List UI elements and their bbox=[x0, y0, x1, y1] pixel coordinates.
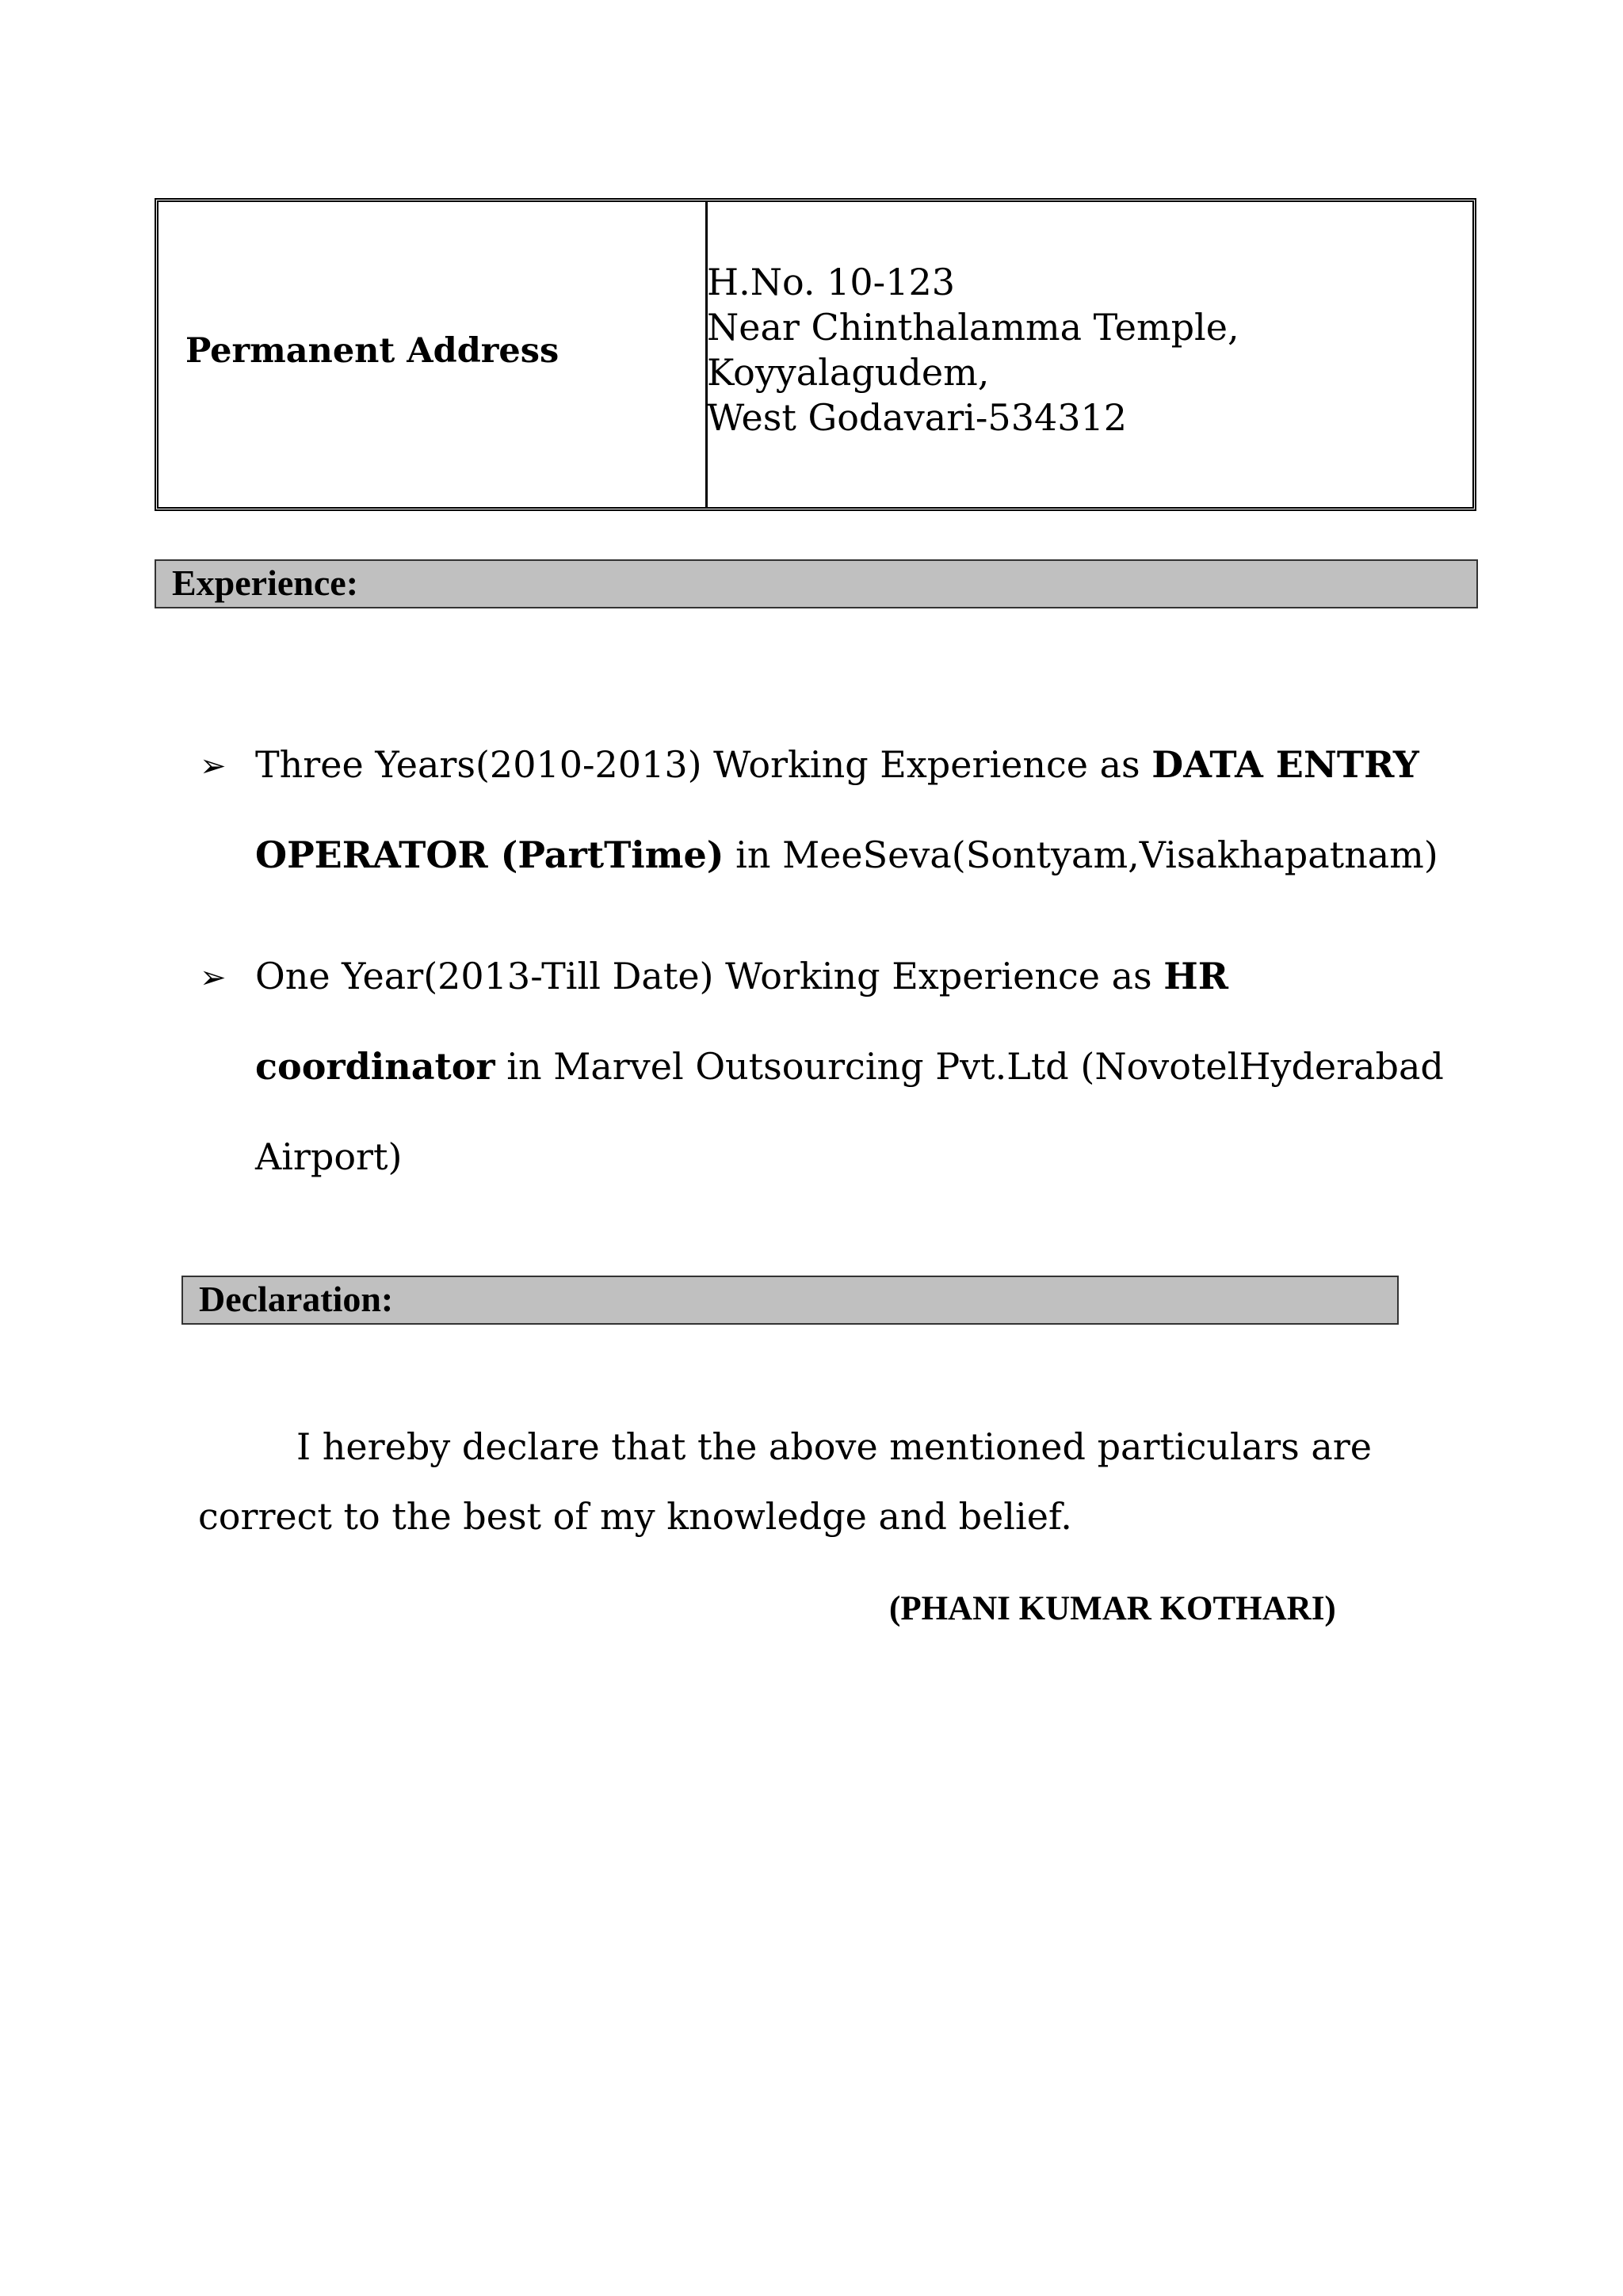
experience-item-2-line-1 bbox=[255, 955, 1228, 997]
experience-item-1-company: in MeeSeva(Sontyam,Visakhapatnam) bbox=[724, 833, 1438, 876]
arrow-bullet-icon: ➢ bbox=[200, 959, 227, 996]
experience-item-2-line-2 bbox=[255, 1045, 1444, 1088]
permanent-address-label: Permanent Address bbox=[185, 331, 559, 371]
experience-item-2-line-3: Airport) bbox=[255, 1135, 403, 1178]
declaration-header: Declaration: bbox=[181, 1276, 1399, 1325]
experience-item-1-line-1 bbox=[255, 743, 1419, 786]
experience-item-2-role: HR bbox=[1163, 955, 1228, 997]
signature-name: (PHANI KUMAR KOTHARI) bbox=[889, 1590, 1336, 1627]
experience-header: Experience: bbox=[155, 559, 1478, 608]
experience-item-1-text: Three Years(2010-2013) Working Experience as bbox=[255, 743, 1152, 786]
experience-item-2-text: One Year(2013-Till Date) Working Experience as bbox=[255, 955, 1164, 997]
experience-item-1-role-cont: OPERATOR (PartTime) bbox=[255, 833, 724, 876]
experience-item-2-role-cont: coordinator bbox=[255, 1045, 495, 1088]
address-line-2: Near Chinthalamma Temple, bbox=[707, 306, 1239, 349]
declaration-line-1: I hereby declare that the above mentioned particulars are bbox=[296, 1425, 1373, 1468]
address-line-1: H.No. 10-123 bbox=[707, 261, 955, 303]
address-line-4: West Godavari-534312 bbox=[707, 396, 1128, 439]
experience-item-1-line-2 bbox=[255, 833, 1438, 876]
address-line-3: Koyyalagudem, bbox=[707, 351, 990, 394]
address-lines bbox=[707, 260, 1239, 441]
declaration-line-2: correct to the best of my knowledge and belief. bbox=[198, 1495, 1072, 1538]
experience-item-1-role: DATA ENTRY bbox=[1151, 743, 1419, 786]
experience-item-2-company: in Marvel Outsourcing Pvt.Ltd (NovotelHyderabad bbox=[495, 1045, 1444, 1088]
arrow-bullet-icon: ➢ bbox=[200, 748, 227, 784]
declaration-text bbox=[198, 1412, 1434, 1551]
